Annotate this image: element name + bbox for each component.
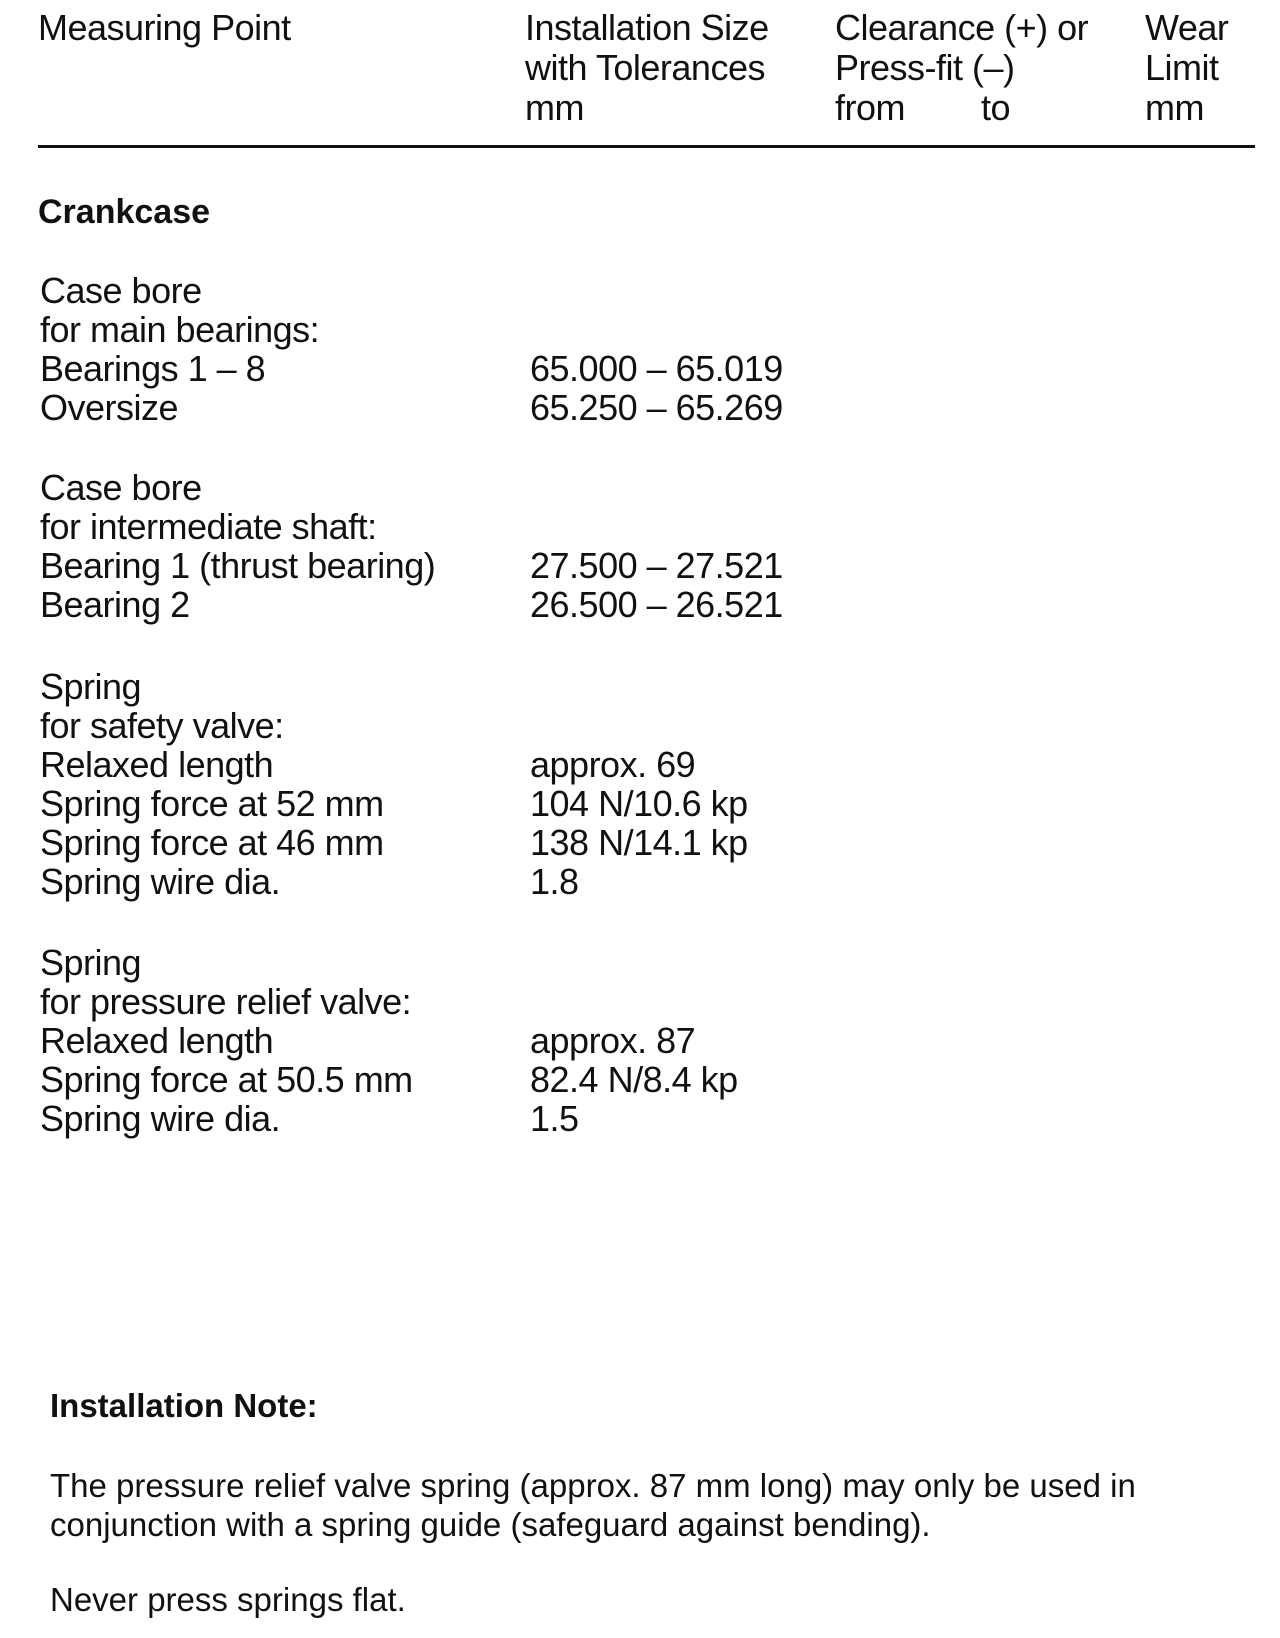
- spec-value: [530, 667, 840, 706]
- spec-value: [530, 706, 840, 745]
- spec-label: Spring wire dia.: [40, 1098, 281, 1139]
- spec-row: [40, 943, 840, 982]
- spec-group-intermediate-shaft: [40, 468, 840, 624]
- spec-label: for main bearings:: [40, 309, 320, 350]
- spec-row: [40, 667, 840, 706]
- spec-row: [40, 271, 840, 310]
- spec-value: 26.500 – 26.521: [530, 584, 783, 625]
- spec-label: Bearings 1 – 8: [40, 348, 266, 389]
- header-measuring-point: Measuring Point: [38, 7, 291, 48]
- installation-note-paragraph: The pressure relief valve spring (approx. 87 mm long) may only be used in conjunction with a spring guide (safeguard against bending).: [50, 1467, 1136, 1543]
- spec-label: Bearing 1 (thrust bearing): [40, 545, 436, 586]
- spec-row: [40, 784, 840, 823]
- spec-value: 1.8: [530, 861, 579, 902]
- spec-value: [530, 271, 840, 310]
- spec-label: Spring force at 50.5 mm: [40, 1059, 413, 1100]
- spec-label: for safety valve:: [40, 705, 284, 746]
- installation-note-title: Installation Note:: [50, 1387, 318, 1424]
- spec-label: Spring: [40, 666, 142, 707]
- spec-row: [40, 468, 840, 507]
- spec-group-safety-valve-spring: [40, 667, 840, 901]
- spec-value: [530, 507, 840, 546]
- spec-value: approx. 69: [530, 744, 696, 785]
- spec-value: 1.5: [530, 1098, 579, 1139]
- spec-row: [40, 546, 840, 585]
- spec-row: [40, 982, 840, 1021]
- spec-label: Relaxed length: [40, 744, 274, 785]
- spec-row: [40, 349, 840, 388]
- header-installation-size: Installation Size with Tolerances mm: [525, 7, 769, 128]
- spec-row: [40, 1060, 840, 1099]
- spec-row: [40, 706, 840, 745]
- spec-value: 138 N/14.1 kp: [530, 822, 748, 863]
- spec-label: Spring force at 46 mm: [40, 822, 384, 863]
- spec-row: [40, 823, 840, 862]
- spec-label: Spring force at 52 mm: [40, 783, 384, 824]
- spec-label: Bearing 2: [40, 584, 190, 625]
- spec-row: [40, 310, 840, 349]
- spec-label: Oversize: [40, 387, 179, 428]
- spec-label: for intermediate shaft:: [40, 506, 377, 547]
- spec-value: approx. 87: [530, 1020, 696, 1061]
- spec-label: for pressure relief valve:: [40, 981, 412, 1022]
- section-title-crankcase: Crankcase: [38, 193, 211, 231]
- spec-row: [40, 507, 840, 546]
- installation-note-warning: Never press springs flat.: [50, 1581, 406, 1618]
- spec-row: [40, 1021, 840, 1060]
- spec-row: [40, 745, 840, 784]
- spec-row: [40, 1099, 840, 1138]
- spec-value: 82.4 N/8.4 kp: [530, 1059, 738, 1100]
- header-wear-limit: Wear Limit mm: [1145, 7, 1229, 128]
- spec-value: [530, 310, 840, 349]
- header-divider: [38, 145, 1255, 148]
- spec-row: [40, 585, 840, 624]
- spec-label: Case bore: [40, 467, 202, 508]
- spec-value: [530, 468, 840, 507]
- header-clearance: Clearance (+) or Press-fit (–) from to: [835, 7, 1089, 128]
- spec-value: 65.250 – 65.269: [530, 387, 783, 428]
- spec-group-pressure-relief-spring: [40, 943, 840, 1138]
- spec-label: Spring: [40, 942, 142, 983]
- spec-value: 104 N/10.6 kp: [530, 783, 748, 824]
- spec-label: Spring wire dia.: [40, 861, 281, 902]
- spec-row: [40, 862, 840, 901]
- spec-value: 65.000 – 65.019: [530, 348, 783, 389]
- spec-group-main-bearings: [40, 271, 840, 427]
- spec-row: [40, 388, 840, 427]
- spec-value: [530, 982, 840, 1021]
- spec-value: 27.500 – 27.521: [530, 545, 783, 586]
- spec-label: Relaxed length: [40, 1020, 274, 1061]
- spec-label: Case bore: [40, 270, 202, 311]
- spec-value: [530, 943, 840, 982]
